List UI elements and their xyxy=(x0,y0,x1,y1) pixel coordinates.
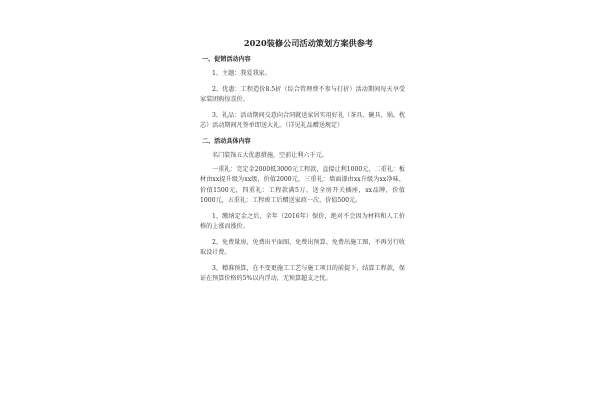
paragraph-discount: 2、优惠：工程造价8.5折（综合管理费不参与打折）活动期间每天享受家装团购惊喜价。 xyxy=(200,85,405,103)
paragraph-theme: 1、主题：我爱我家。 xyxy=(212,70,271,77)
paragraph-accurate-budget: 3、精准预算，在不变更施工工艺与施工项目的前提下，结算工程款，保证在预算价格的5%以内浮动，无预算超支之忧。 xyxy=(200,264,405,282)
document-body xyxy=(200,38,405,290)
paragraph-intro: 名门装饰五大优惠措施，空前让利六千元。 xyxy=(212,152,328,159)
paragraph-gifts: 3、礼品：活动期间交意向合同就送家居实用好礼（茶具、碗具、锅、枕芯）活动期间凡签单即送大礼。（详见礼品赠送规定） xyxy=(200,111,405,129)
paragraph-price-guarantee: 1、缴纳定金之后，全年（2016年）保价，绝对不会因为材料和人工价格的上涨而涨价。 xyxy=(200,212,405,230)
section-heading-details: 二、活动具体内容 xyxy=(202,137,251,145)
section-heading-promotion: 一、促销活动内容 xyxy=(202,55,251,63)
document-title: 2020装修公司活动策划方案供参考 xyxy=(243,38,374,48)
paragraph-five-gifts: 一重礼：完定金2000抵3000元工程款，直接让利1000元，二重礼：板材由xx提升级为xx级，价值2000元，三重礼：墙面漆由xx升级为xx净味，价值1500元，四重礼：工程款满5万，送全房开关插座，xx品牌，价值1000元，五重礼：工程竣工后赠送家政一次，价值500元。 xyxy=(200,165,405,204)
paragraph-free-services: 2、免费量房、免费出平面图、免费出预算、免费出施工图，不再另行收取设计费。 xyxy=(200,238,405,256)
